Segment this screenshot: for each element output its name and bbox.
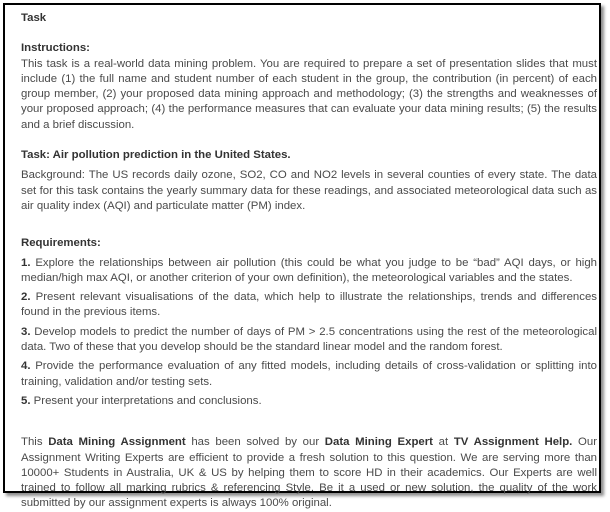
requirement-number: 4.: [21, 360, 31, 373]
requirement-number: 2.: [21, 291, 31, 304]
footer-text: Our Assignment Writing Experts are efficient to provide a fresh solution to this question. We are serving more than 10000+ Students in Australia, UK & US by helping them to score HD in their academics. Our Experts are well trained to follow all marking rubrics & referencing Style. Be it a used or new solution, the quality of the work submitted by our assignment experts is always 100% original.: [21, 436, 597, 510]
requirements-heading: Requirements:: [21, 237, 101, 250]
requirement-number: 5.: [21, 394, 31, 407]
document-content: [21, 11, 597, 512]
requirement-item: [21, 256, 597, 287]
footer-text: This: [21, 436, 49, 449]
requirement-text: Develop models to predict the number of days of PM > 2.5 concentrations using the rest of the meteorological data. Two of these that you develop should be the standard linear model and the random forest.: [21, 325, 597, 354]
footer-highlight: Data Mining Assignment: [48, 436, 186, 449]
footer-highlight: TV Assignment Help.: [453, 436, 573, 449]
footer-text: has been solved by our: [185, 436, 325, 449]
requirement-item: [21, 290, 597, 321]
requirement-item: [21, 359, 597, 390]
footer-highlight: Data Mining Expert: [324, 436, 433, 449]
footer-text: at: [432, 436, 454, 449]
footer-paragraph: [21, 435, 597, 511]
task-title: Task: [21, 12, 47, 24]
document-frame: [3, 3, 601, 510]
requirement-number: 3.: [21, 325, 31, 338]
requirement-item: [21, 394, 597, 409]
instructions-text: This task is a real-world data mining problem. You are required to prepare a set of presentation slides that must include (1) the full name and student number of each student in the group, the contribution (in percent) of each group member, (2) your proposed data mining approach and methodology; (3) the strengths and weaknesses of your proposed approach; (4) the performance measures that can evaluate your data mining results; (5) the results and a brief discussion.: [21, 57, 597, 131]
requirement-number: 1.: [21, 256, 31, 269]
requirement-text: Present your interpretations and conclusions.: [33, 394, 262, 407]
instructions-heading: Instructions:: [21, 42, 90, 55]
requirement-text: Explore the relationships between air pollution (this could be what you judge to be “bad” AQI days, or high median/high max AQI, or another criterion of your own definition), the meteorological variables and the states.: [21, 256, 597, 284]
requirement-text: Present relevant visualisations of the data, which help to illustrate the relationships, trends and differences found in the previous items.: [21, 291, 597, 319]
task-heading: Task: Air pollution prediction in the United States.: [21, 149, 291, 162]
requirement-item: [21, 325, 597, 356]
task-background: Background: The US records daily ozone, SO2, CO and NO2 levels in several counties of every state. The data set for this task contains the yearly summary data for these readings, and associated meteorological data such as air quality index (AQI) and particulate matter (PM) index.: [21, 169, 597, 212]
requirement-text: Provide the performance evaluation of any fitted models, including details of cross-validation or splitting into training, validation and/or testing sets.: [21, 360, 598, 388]
